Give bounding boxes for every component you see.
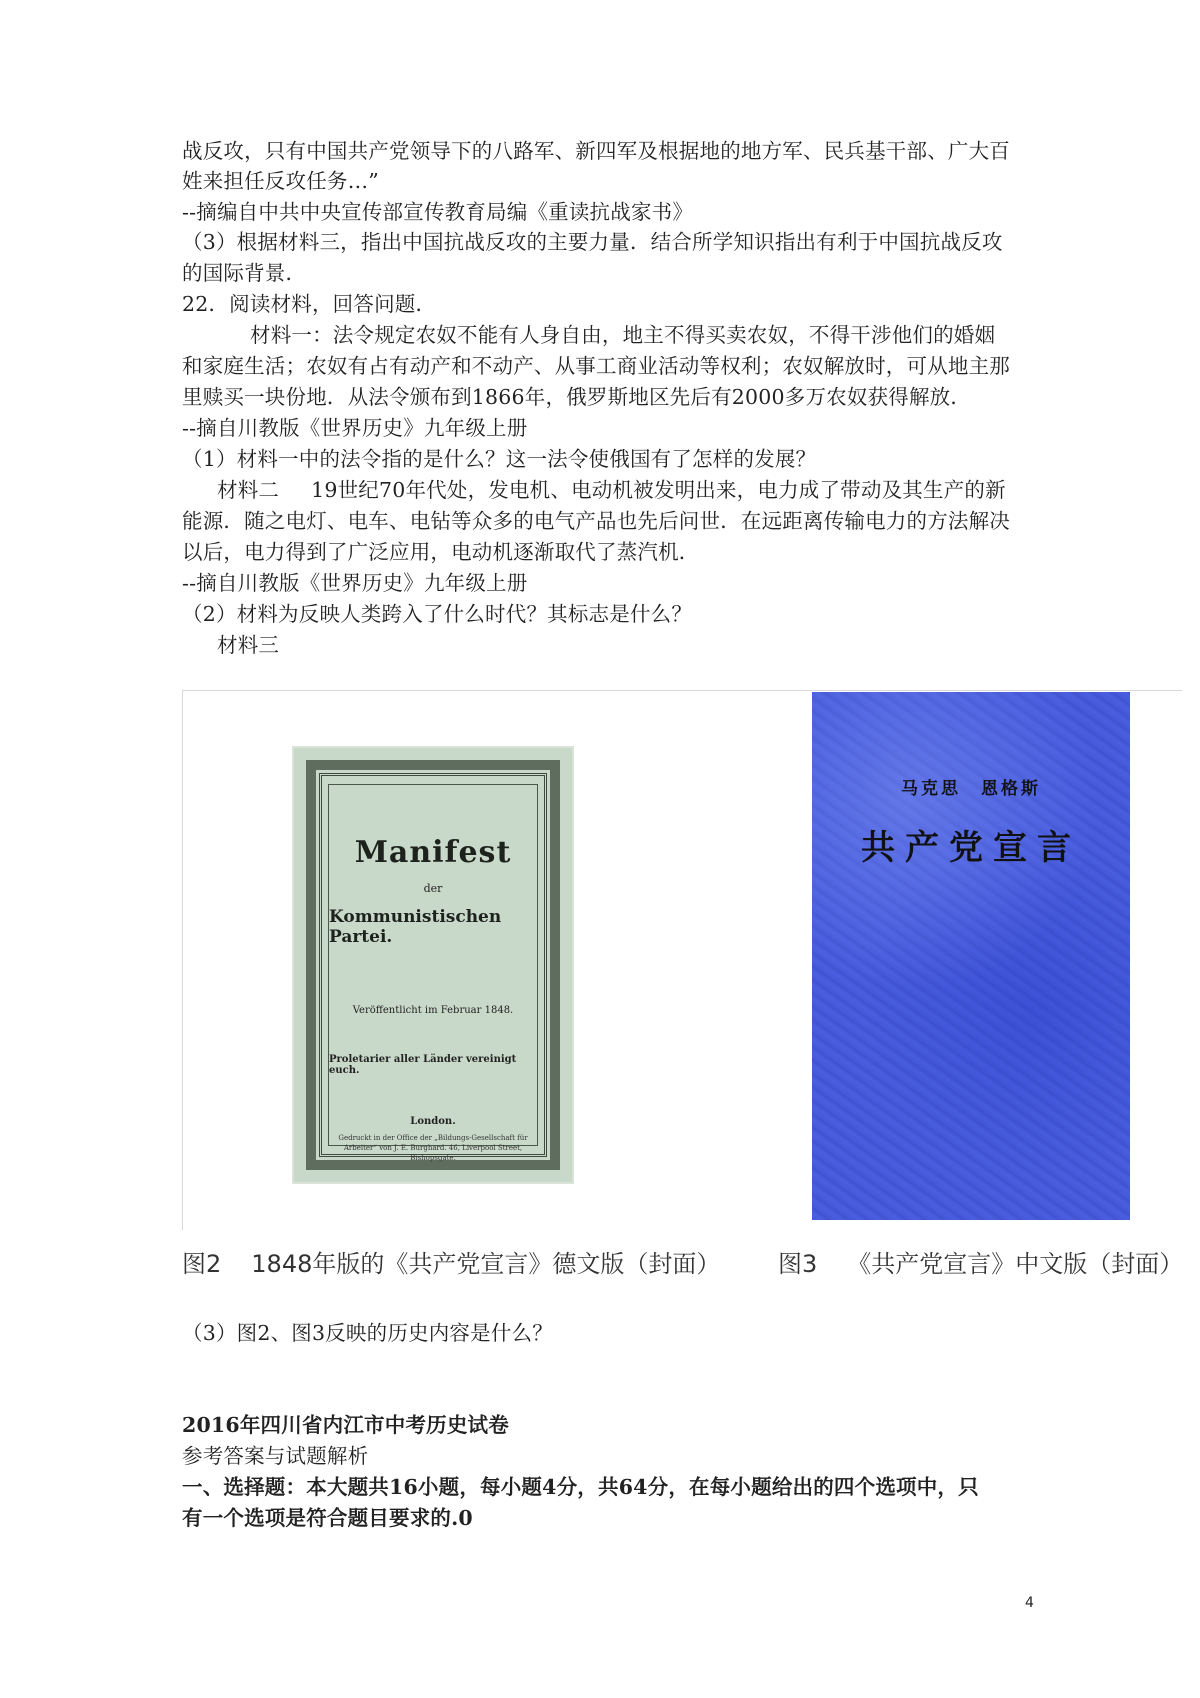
- german-manifesto-cover-image: [294, 748, 572, 1182]
- text-line: 战反攻，只有中国共产党领导下的八路军、新四军及根据地的地方军、民兵基干部、广大百: [182, 139, 1010, 163]
- figure-frame-left: [182, 690, 183, 1230]
- text-line: 里赎买一块份地．从法令颁布到1866年，俄罗斯地区先后有2000多万农奴获得解放．: [182, 385, 972, 409]
- source-citation: --摘编自中共中央宣传部宣传教育局编《重读抗战家书》: [182, 200, 694, 224]
- question-22-heading: 22．阅读材料，回答问题．: [182, 292, 437, 316]
- section-heading-cont: 有一个选项是符合题目要求的.0: [182, 1506, 473, 1530]
- text-line: 能源．随之电灯、电车、电钻等众多的电气产品也先后问世．在远距离传输电力的方法解决: [182, 509, 1010, 533]
- text-line: 和家庭生活；农奴有占有动产和不动产、从事工商业活动等权利；农奴解放时，可从地主那: [182, 354, 1010, 378]
- cover-party: Kommunistischen Partei.: [329, 907, 502, 947]
- figure-panel: [182, 690, 1182, 1240]
- figure-2-caption: [182, 1244, 720, 1279]
- text-line: 的国际背景．: [182, 261, 307, 285]
- cover-der: der: [423, 882, 443, 895]
- cover-published: Veröffentlicht im Februar 1848.: [352, 1005, 514, 1016]
- section-title: 2016年四川省内江市中考历史试卷: [182, 1413, 509, 1437]
- cover-printer: Gedruckt in der Office der „Bildungs-Gesellschaft für Arbeiter“ von J. E. Burghard. 46, Liverpool Street, Bishopsgate.: [338, 1134, 528, 1162]
- question-3: （3）根据材料三，指出中国抗战反攻的主要力量．结合所学知识指出有利于中国抗战反攻: [182, 230, 1003, 254]
- figure-2-number: 图2: [182, 1250, 222, 1278]
- cover-title: Manifest: [354, 835, 512, 870]
- cover-city: London.: [410, 1116, 456, 1127]
- cover-slogan: Proletarier aller Länder vereinigt euch.: [329, 1054, 517, 1076]
- question-2: （2）材料为反映人类跨入了什么时代？其标志是什么？: [182, 602, 693, 626]
- section-heading: 一、选择题：本大题共16小题，每小题4分，共64分，在每小题给出的四个选项中，只: [182, 1475, 979, 1499]
- text-line: 姓来担任反攻任务…”: [182, 169, 379, 193]
- text-line: 以后，电力得到了广泛应用，电动机逐渐取代了蒸汽机．: [182, 540, 700, 564]
- figure-frame-top: [182, 690, 1182, 691]
- material-two-label: 材料二: [217, 478, 280, 502]
- source-citation: --摘自川教版《世界历史》九年级上册: [182, 571, 528, 595]
- figure-3-text: 《共产党宣言》中文版（封面）: [847, 1250, 1184, 1278]
- material-one: 材料一：法令规定农奴不能有人身自由，地主不得买卖农奴，不得干涉他们的婚姻: [250, 323, 996, 347]
- page-number: 4: [1025, 1595, 1034, 1611]
- chinese-manifesto-cover-image: [812, 692, 1130, 1220]
- material-three-label: 材料三: [217, 633, 280, 657]
- figure-3-number: 图3: [778, 1250, 818, 1278]
- source-citation: --摘自川教版《世界历史》九年级上册: [182, 416, 528, 440]
- cover-title: 共产党宣言: [861, 828, 1081, 868]
- section-subtitle: 参考答案与试题解析: [182, 1444, 369, 1468]
- cover-authors: 马克思 恩格斯: [901, 779, 1041, 799]
- material-two-text: 19世纪70年代处，发电机、电动机被发明出来，电力成了带动及其生产的新: [311, 478, 1006, 502]
- material-two: [217, 475, 1006, 505]
- figure-2-text: 1848年版的《共产党宣言》德文版（封面）: [251, 1250, 721, 1278]
- question-3b: （3）图2、图3反映的历史内容是什么？: [182, 1321, 553, 1345]
- question-1: （1）材料一中的法令指的是什么？这一法令使俄国有了怎样的发展？: [182, 447, 817, 471]
- cover-text-block: [328, 784, 538, 1162]
- figure-3-caption: [778, 1244, 1183, 1279]
